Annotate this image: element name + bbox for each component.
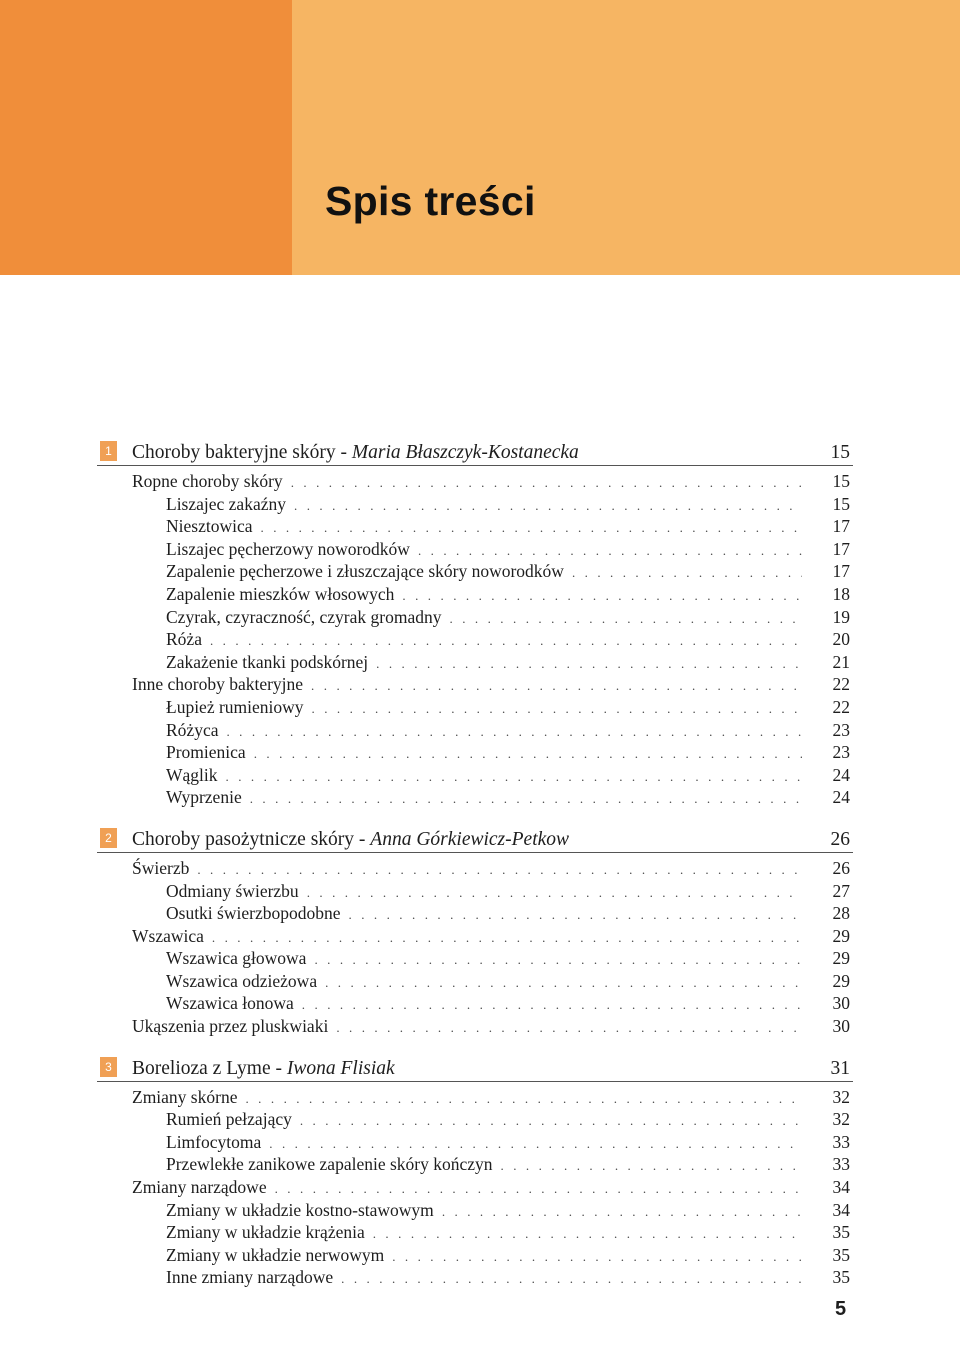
page-title: Spis treści xyxy=(325,178,536,224)
entry-label: Zakażenie tkanki podskórnej xyxy=(166,651,369,672)
dot-leader xyxy=(373,1226,802,1242)
toc-subsection[interactable] xyxy=(97,1109,853,1132)
entry-page: 17 xyxy=(832,516,850,537)
entry-label: Wyprzenie xyxy=(166,787,242,808)
entry-label: Ukąszenia przez pluskwiaki xyxy=(132,1016,329,1037)
toc-subsection[interactable] xyxy=(97,1132,853,1155)
entry-page: 19 xyxy=(832,606,850,627)
dot-leader xyxy=(336,1020,802,1036)
chapter-title-line xyxy=(132,442,579,464)
toc-section[interactable] xyxy=(97,1016,853,1039)
dot-leader xyxy=(300,1113,802,1129)
dot-leader xyxy=(341,1271,802,1287)
entry-label: Inne zmiany narządowe xyxy=(166,1267,334,1288)
chapter-number-badge: 1 xyxy=(100,441,117,461)
entry-label: Łupież rumieniowy xyxy=(166,696,304,717)
toc-section[interactable] xyxy=(97,1177,853,1200)
entry-label: Róża xyxy=(166,629,202,650)
toc-subsection[interactable] xyxy=(97,881,853,904)
dot-leader xyxy=(212,930,802,946)
entry-label: Wszawica głowowa xyxy=(166,948,307,969)
toc-subsection[interactable] xyxy=(97,561,853,584)
dot-leader xyxy=(572,565,802,581)
entry-label: Zapalenie mieszków włosowych xyxy=(166,583,395,604)
chapter-entries xyxy=(97,471,853,810)
dot-leader xyxy=(325,975,802,991)
entry-page: 15 xyxy=(832,493,850,514)
entry-page: 17 xyxy=(832,561,850,582)
entry-label: Wszawica łonowa xyxy=(166,993,294,1014)
header-band xyxy=(0,0,960,275)
dot-leader xyxy=(349,907,803,923)
dot-leader xyxy=(291,475,802,491)
toc-subsection[interactable] xyxy=(97,584,853,607)
toc-subsection[interactable] xyxy=(97,1222,853,1245)
chapter-entries xyxy=(97,858,853,1039)
entry-label: Zmiany skórne xyxy=(132,1086,238,1107)
entry-label: Zmiany w układzie krążenia xyxy=(166,1222,365,1243)
toc-subsection[interactable] xyxy=(97,1200,853,1223)
toc-subsection[interactable] xyxy=(97,629,853,652)
entry-page: 24 xyxy=(832,764,850,785)
entry-label: Ropne choroby skóry xyxy=(132,471,283,491)
toc-section[interactable] xyxy=(97,471,853,494)
toc-subsection[interactable] xyxy=(97,652,853,675)
dot-leader xyxy=(261,520,803,536)
dot-leader xyxy=(294,498,802,514)
chapter-entries xyxy=(97,1087,853,1290)
entry-page: 29 xyxy=(832,948,850,969)
entry-page: 26 xyxy=(832,857,850,878)
dot-leader xyxy=(307,885,802,901)
chapter-heading[interactable] xyxy=(97,437,853,466)
dot-leader xyxy=(254,746,802,762)
entry-page: 22 xyxy=(832,696,850,717)
chapter-separator: - xyxy=(270,1057,287,1079)
entry-page: 32 xyxy=(832,1086,850,1107)
entry-page: 27 xyxy=(832,880,850,901)
dot-leader xyxy=(311,678,802,694)
entry-label: Przewlekłe zanikowe zapalenie skóry kończyn xyxy=(166,1154,493,1175)
chapter-number-badge: 2 xyxy=(100,828,117,848)
entry-label: Wszawica odzieżowa xyxy=(166,970,318,991)
entry-label: Zmiany w układzie kostno-stawowym xyxy=(166,1199,434,1220)
dot-leader xyxy=(314,952,802,968)
entry-label: Promienica xyxy=(166,742,246,763)
chapter-heading[interactable] xyxy=(97,1053,853,1082)
entry-label: Wąglik xyxy=(166,764,218,785)
toc-section[interactable] xyxy=(97,926,853,949)
chapter-title: Choroby pasożytnicze skóry xyxy=(132,828,355,850)
entry-page: 30 xyxy=(832,1016,850,1037)
dot-leader xyxy=(418,543,802,559)
entry-label: Odmiany świerzbu xyxy=(166,880,299,901)
entry-page: 18 xyxy=(832,583,850,604)
dot-leader xyxy=(392,1249,802,1265)
dot-leader xyxy=(376,656,802,672)
entry-page: 34 xyxy=(832,1177,850,1198)
toc-section[interactable] xyxy=(97,1087,853,1110)
entry-page: 33 xyxy=(832,1154,850,1175)
toc-subsection[interactable] xyxy=(97,787,853,810)
dot-leader xyxy=(402,588,802,604)
entry-label: Liszajec zakaźny xyxy=(166,493,286,514)
entry-label: Rumień pełzający xyxy=(166,1109,292,1130)
chapter-heading[interactable] xyxy=(97,824,853,853)
entry-page: 15 xyxy=(832,471,850,491)
toc-subsection[interactable] xyxy=(97,993,853,1016)
chapter-author: Anna Górkiewicz-Petkow xyxy=(370,828,570,850)
entry-label: Wszawica xyxy=(132,925,204,946)
toc-section[interactable] xyxy=(97,858,853,881)
dot-leader xyxy=(450,611,803,627)
dot-leader xyxy=(226,769,802,785)
toc-section[interactable] xyxy=(97,674,853,697)
entry-page: 29 xyxy=(832,970,850,991)
toc-subsection[interactable] xyxy=(97,539,853,562)
entry-label: Zapalenie pęcherzowe i złuszczające skóry noworodków xyxy=(166,561,564,582)
dot-leader xyxy=(210,633,802,649)
chapter-author: Maria Błaszczyk-Kostanecka xyxy=(351,442,579,463)
chapter-page: 15 xyxy=(830,442,850,463)
page-number: 5 xyxy=(835,1298,847,1320)
toc-subsection[interactable] xyxy=(97,1154,853,1177)
toc-subsection[interactable] xyxy=(97,1245,853,1268)
dot-leader xyxy=(312,701,802,717)
chapter-separator: - xyxy=(335,442,352,463)
toc-chapter xyxy=(97,437,853,810)
toc-chapter xyxy=(97,1053,853,1290)
entry-label: Różyca xyxy=(166,719,219,740)
toc-subsection[interactable] xyxy=(97,948,853,971)
chapter-title-line xyxy=(132,829,569,851)
entry-page: 30 xyxy=(832,993,850,1014)
dot-leader xyxy=(250,791,802,807)
entry-label: Osutki świerzbopodobne xyxy=(166,903,341,924)
entry-page: 22 xyxy=(832,674,850,695)
entry-page: 35 xyxy=(832,1244,850,1265)
chapter-title: Borelioza z Lyme xyxy=(132,1057,271,1079)
entry-page: 32 xyxy=(832,1109,850,1130)
entry-page: 20 xyxy=(832,629,850,650)
table-of-contents xyxy=(97,437,853,1304)
entry-page: 23 xyxy=(832,742,850,763)
chapter-page: 31 xyxy=(830,1057,850,1079)
entry-label: Limfocytoma xyxy=(166,1131,262,1152)
toc-subsection[interactable] xyxy=(97,494,853,517)
chapter-author: Iwona Flisiak xyxy=(286,1057,395,1079)
dot-leader xyxy=(501,1158,802,1174)
toc-subsection[interactable] xyxy=(97,971,853,994)
entry-label: Inne choroby bakteryjne xyxy=(132,674,304,695)
entry-page: 35 xyxy=(832,1222,850,1243)
entry-label: Niesztowica xyxy=(166,516,253,537)
dot-leader xyxy=(245,1091,802,1107)
toc-subsection[interactable] xyxy=(97,697,853,720)
entry-label: Czyrak, czyraczność, czyrak gromadny xyxy=(166,606,442,627)
chapter-title: Choroby bakteryjne skóry xyxy=(132,442,336,463)
dot-leader xyxy=(275,1181,802,1197)
chapter-number-badge: 3 xyxy=(100,1057,117,1077)
entry-page: 35 xyxy=(832,1267,850,1288)
entry-label: Zmiany narządowe xyxy=(132,1177,267,1198)
entry-page: 24 xyxy=(832,787,850,808)
dot-leader xyxy=(442,1204,802,1220)
entry-page: 33 xyxy=(832,1131,850,1152)
toc-subsection[interactable] xyxy=(97,903,853,926)
toc-chapter xyxy=(97,824,853,1039)
entry-page: 28 xyxy=(832,903,850,924)
entry-label: Zmiany w układzie nerwowym xyxy=(166,1244,385,1265)
toc-subsection[interactable] xyxy=(97,607,853,630)
entry-page: 34 xyxy=(832,1199,850,1220)
chapter-page: 26 xyxy=(830,828,850,850)
header-accent-block xyxy=(0,0,292,275)
dot-leader xyxy=(269,1136,802,1152)
entry-page: 29 xyxy=(832,925,850,946)
chapter-title-line xyxy=(132,1058,395,1080)
entry-page: 23 xyxy=(832,719,850,740)
dot-leader xyxy=(302,997,802,1013)
toc-subsection[interactable] xyxy=(97,1267,853,1290)
entry-page: 21 xyxy=(832,651,850,672)
dot-leader xyxy=(226,724,802,740)
entry-label: Liszajec pęcherzowy noworodków xyxy=(166,538,410,559)
chapter-separator: - xyxy=(354,828,371,850)
dot-leader xyxy=(197,862,802,878)
toc-subsection[interactable] xyxy=(97,720,853,743)
entry-page: 17 xyxy=(832,538,850,559)
toc-subsection[interactable] xyxy=(97,742,853,765)
entry-label: Świerzb xyxy=(132,857,190,878)
toc-subsection[interactable] xyxy=(97,765,853,788)
toc-subsection[interactable] xyxy=(97,516,853,539)
